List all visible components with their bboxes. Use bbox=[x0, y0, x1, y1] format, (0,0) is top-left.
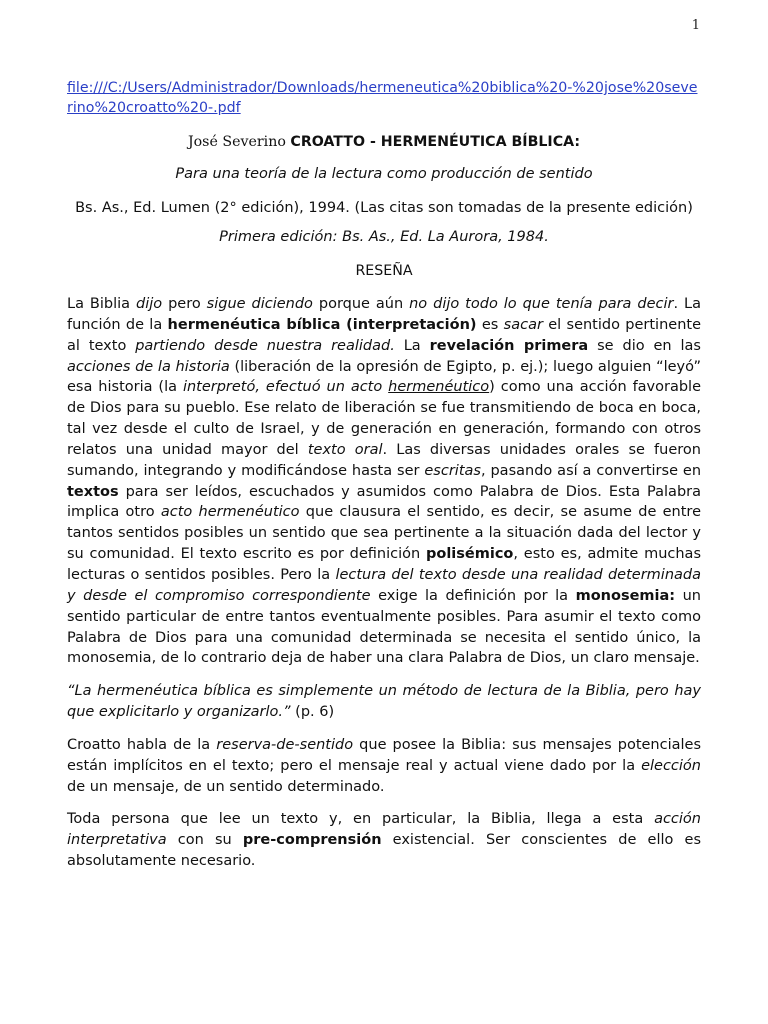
text-run: . Las diversas unidades orales se fueron sumando, integrando y modificándose hasta ser bbox=[67, 441, 701, 479]
document-title bbox=[67, 132, 701, 152]
text-run: ) como una acción favorable de Dios para su pueblo. Ese relato de liberación se fue transmitiendo de boca en boca, tal vez desde el culto de Israel, y de generación en generación, formando con otros relatos una unidad mayor del bbox=[67, 379, 702, 458]
publication-info: Bs. As., Ed. Lumen (2° edición), 1994. (Las citas son tomadas de la presente edición) bbox=[75, 200, 693, 216]
text-run: se dio en las bbox=[588, 337, 701, 354]
text-run: existencial. Ser conscientes de ello es absolutamente necesario. bbox=[67, 832, 702, 870]
text-run: textos bbox=[67, 483, 119, 500]
text-run: reserva-de-sentido bbox=[216, 736, 354, 753]
text-run: acto hermenéutico bbox=[160, 504, 300, 521]
text-run: La bbox=[394, 337, 430, 354]
quote-paragraph bbox=[67, 681, 701, 723]
text-run: polisémico bbox=[426, 546, 514, 563]
text-run: Toda persona que lee un texto y, en particular, la Biblia, llega a esta bbox=[67, 811, 655, 828]
document-body bbox=[67, 78, 701, 872]
text-run: hermenéutico bbox=[388, 379, 490, 396]
text-run: “La hermenéutica bíblica es simplemente un método de lectura de la Biblia, pero hay que explicitarlo y organizarlo.” bbox=[67, 683, 701, 721]
text-run: elección bbox=[641, 757, 701, 774]
text-run: . La función de la bbox=[67, 296, 701, 333]
text-run: interpretó, efectuó un acto bbox=[182, 379, 389, 396]
text-run: sacar bbox=[503, 316, 543, 333]
text-run: texto oral bbox=[307, 441, 383, 458]
text-run: acciones de la historia bbox=[67, 358, 230, 375]
text-run: partiendo desde nuestra realidad. bbox=[135, 337, 395, 354]
author-name: José Severino bbox=[187, 134, 291, 150]
text-run: lectura del texto desde una realidad determinada y desde el compromiso correspondiente bbox=[67, 566, 701, 604]
text-run: revelación primera bbox=[429, 337, 589, 354]
text-run: de un mensaje, de un sentido determinado. bbox=[67, 778, 385, 795]
paragraph bbox=[67, 294, 701, 669]
text-run: un sentido particular de entre tantos eventualmente posibles. Para asumir el texto como Palabra de Dios para una comunidad determinada se necesita el sentido único, la monosemia, de lo contrario deja de haber una clara Palabra de Dios, un claro mensaje. bbox=[67, 587, 701, 667]
text-run: sigue diciendo bbox=[206, 296, 313, 312]
document-subtitle: Para una teoría de la lectura como producción de sentido bbox=[175, 166, 593, 182]
text-run: el sentido pertinente al texto bbox=[67, 316, 701, 354]
text-run: para ser leídos, escuchados y asumidos como Palabra de Dios. Esta Palabra implica otro bbox=[67, 483, 701, 521]
text-run: La Biblia bbox=[67, 296, 136, 312]
text-run: monosemia: bbox=[575, 587, 676, 604]
text-run: pre-comprensión bbox=[242, 832, 382, 849]
paragraph bbox=[67, 735, 701, 798]
text-run: Croatto habla de la bbox=[67, 736, 217, 753]
text-run: hermenéutica bíblica (interpretación) bbox=[167, 316, 477, 333]
text-run: pero bbox=[162, 296, 207, 312]
text-run: con su bbox=[166, 832, 243, 849]
text-run: que posee la Biblia: sus mensajes potenciales están implícitos en el texto; pero el mensaje real y actual viene dado por la bbox=[67, 736, 702, 774]
text-run: (p. 6) bbox=[290, 704, 335, 721]
paragraph bbox=[67, 809, 701, 872]
text-run: , pasando así a convertirse en bbox=[480, 462, 702, 479]
text-run: que clausura el sentido, es decir, se asume de entre tantos sentidos posibles un sentido que sea pertinente a la situación dada del lector y su comunidad. El texto escrito es por definición bbox=[67, 504, 701, 563]
text-run: , esto es, admite muchas lecturas o sentidos posibles. Pero la bbox=[67, 546, 702, 583]
section-heading: RESEÑA bbox=[355, 263, 413, 279]
text-run: (liberación de la opresión de Egipto, p. ej.); luego alguien “leyó” esa historia (la bbox=[67, 358, 701, 396]
first-edition-info: Primera edición: Bs. As., Ed. La Aurora, 1984. bbox=[219, 229, 549, 245]
text-run: exige la definición por la bbox=[370, 587, 576, 604]
text-run: acción interpretativa bbox=[67, 811, 701, 849]
text-run: dijo bbox=[135, 296, 163, 312]
page-number: 1 bbox=[691, 18, 700, 33]
text-run: no dijo todo lo que tenía para decir bbox=[409, 296, 674, 312]
text-run: porque aún bbox=[312, 296, 410, 312]
source-file-link[interactable]: file:///C:/Users/Administrador/Downloads/hermeneutica%20biblica%20-%20jose%20severino%20croatto%20-.pdf bbox=[67, 80, 698, 116]
title-bold: CROATTO - HERMENÉUTICA BÍBLICA: bbox=[290, 134, 581, 150]
text-run: escritas bbox=[424, 462, 481, 479]
text-run: es bbox=[476, 316, 504, 333]
